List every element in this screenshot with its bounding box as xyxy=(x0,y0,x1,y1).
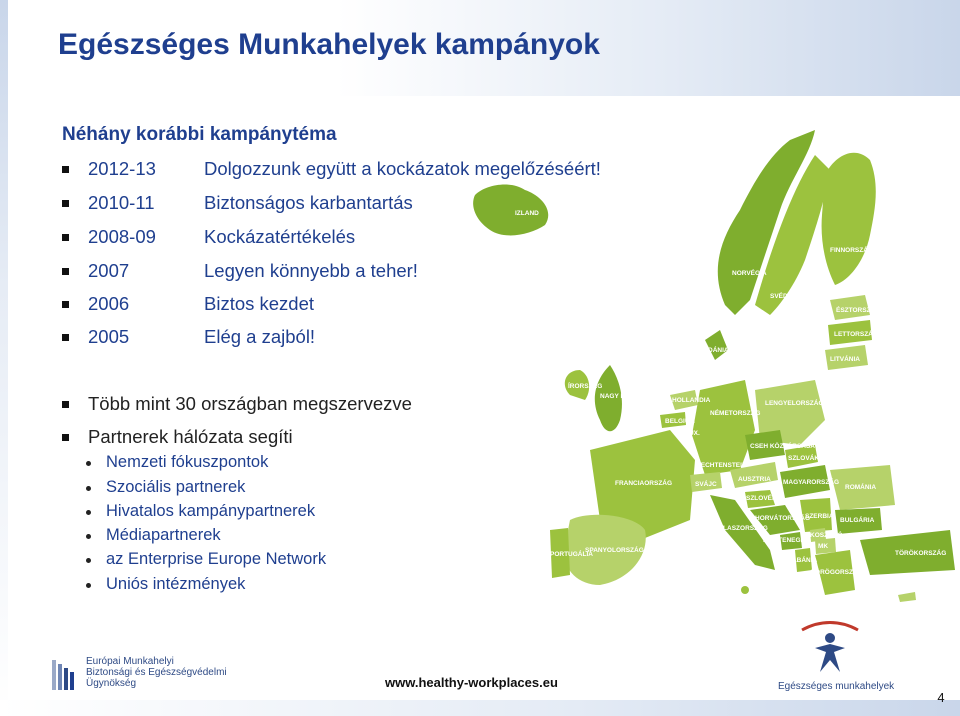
map-label: HOLLANDIA xyxy=(672,397,711,404)
campaign-year: 2006 xyxy=(88,293,130,314)
map-country-italy xyxy=(710,495,775,570)
campaign-name: Biztos kezdet xyxy=(204,293,315,314)
agency-logo-mark xyxy=(52,660,56,690)
campaign-row xyxy=(62,192,482,216)
campaign-year: 2007 xyxy=(88,260,130,281)
map-label: ALBÁNIA xyxy=(788,557,818,564)
map-label: KOSZOVÓ xyxy=(810,532,843,539)
map-label: MÁLTA xyxy=(732,598,754,605)
bullet-dot-icon xyxy=(86,583,91,588)
map-label: LUX. xyxy=(685,430,700,437)
map-label: OLASZORSZÁG xyxy=(718,525,768,532)
map-country-germany xyxy=(692,380,755,475)
info-countries-text: Több mint 30 országban megszervezve xyxy=(88,393,412,414)
agency-line: Ügynökség xyxy=(86,678,137,689)
bullet-square-icon xyxy=(62,166,69,173)
campaign-year: 2005 xyxy=(88,326,130,347)
partner-label: az Enterprise Europe Network xyxy=(106,550,327,568)
partner-label: Uniós intézmények xyxy=(106,575,246,593)
campaigns-heading: Néhány korábbi kampánytéma xyxy=(62,124,337,145)
partner-label: Hivatalos kampánypartnerek xyxy=(106,502,316,520)
bullet-square-icon xyxy=(62,401,69,408)
campaign-name: Legyen könnyebb a teher! xyxy=(204,260,418,281)
map-label: LITVÁNIA xyxy=(830,356,860,363)
bullet-square-icon xyxy=(62,434,69,441)
bullet-dot-icon xyxy=(86,534,91,539)
logo-figure-body xyxy=(815,644,845,672)
map-label: MAGYARORSZÁG xyxy=(783,479,840,486)
map-label: LENGYELORSZÁG xyxy=(765,400,824,407)
map-label: NORVÉGIA xyxy=(732,270,767,277)
bullet-dot-icon xyxy=(86,461,91,466)
agency-line: Biztonsági és Egészségvédelmi xyxy=(86,667,227,678)
map-label: FRANCIAORSZÁG xyxy=(615,480,673,487)
campaign-row xyxy=(62,293,482,317)
map-label: LIECHTENSTEIN xyxy=(695,462,747,469)
map-country-malta xyxy=(741,586,749,594)
map-label: TÖRÖKORSZÁG xyxy=(895,550,947,557)
map-label: MK xyxy=(818,543,829,550)
map-country-finland xyxy=(822,153,876,285)
map-country-denmark xyxy=(705,330,728,360)
map-label: SZLOVÁKIA xyxy=(788,455,826,462)
partner-label: Nemzeti fókuszpontok xyxy=(106,453,269,471)
campaign-year: 2010-11 xyxy=(88,192,155,213)
map-label: DÁNIA xyxy=(708,347,729,354)
map-label: SZLOVÉNIA xyxy=(746,495,784,502)
bullet-square-icon xyxy=(62,301,69,308)
bottom-bar xyxy=(0,700,960,716)
map-label: MONTENEGRO xyxy=(763,537,811,544)
campaign-row xyxy=(62,226,482,250)
bullet-square-icon xyxy=(62,334,69,341)
map-label: SZERBIA xyxy=(805,513,834,520)
info-network-text: Partnerek hálózata segíti xyxy=(88,426,293,447)
map-label: CIPRUS xyxy=(895,605,920,612)
map-label: PORTUGÁLIA xyxy=(550,551,593,558)
campaign-year: 2008-09 xyxy=(88,226,156,247)
agency-logo-mark xyxy=(64,668,68,690)
page-title: Egészséges Munkahelyek kampányok xyxy=(58,28,600,61)
map-label: BELGIUM xyxy=(665,418,695,425)
map-label: IZLAND xyxy=(515,210,539,217)
map-label: CSEH KÖZTÁRSASÁG xyxy=(750,443,821,450)
logo-figure-head xyxy=(825,633,835,643)
agency-logo-mark xyxy=(58,664,62,690)
campaign-name: Biztonságos karbantartás xyxy=(204,192,413,213)
bullet-dot-icon xyxy=(86,558,91,563)
map-label: SVÉDORSZÁG xyxy=(770,293,816,300)
partner-label: Szociális partnerek xyxy=(106,478,246,496)
map-label: LETTORSZÁG xyxy=(834,331,878,338)
campaign-logo-text: Egészséges munkahelyek xyxy=(778,681,895,692)
left-decor-strip xyxy=(0,0,8,716)
logo-arc xyxy=(802,623,858,631)
bullet-square-icon xyxy=(62,268,69,275)
map-country-cyprus xyxy=(898,592,916,602)
website-link[interactable]: www.healthy-workplaces.eu xyxy=(385,675,558,690)
campaign-name: Dolgozzunk együtt a kockázatok megelőzéséért! xyxy=(204,158,601,179)
map-label: NAGY BRITANNIA xyxy=(600,393,656,400)
map-label: FINNORSZÁG xyxy=(830,247,873,254)
bullet-dot-icon xyxy=(86,486,91,491)
agency-logo-mark xyxy=(70,672,74,690)
healthy-workplaces-logo-icon xyxy=(790,620,870,680)
map-label: SPANYOLORSZÁG xyxy=(585,547,644,554)
page-number: 4 xyxy=(937,690,945,705)
bullet-square-icon xyxy=(62,234,69,241)
agency-name xyxy=(86,656,227,689)
campaign-name: Kockázatértékelés xyxy=(204,226,356,247)
map-label: ÉSZTORSZÁG xyxy=(836,307,881,314)
partner-label: Médiapartnerek xyxy=(106,526,221,544)
europe-map xyxy=(470,100,960,615)
campaign-row xyxy=(62,260,482,284)
map-label: ÍRORSZÁG xyxy=(568,383,603,390)
campaign-name: Elég a zajból! xyxy=(204,326,316,347)
map-label: GÖRÖGORSZÁG xyxy=(810,569,863,576)
map-label: SVÁJC xyxy=(695,481,717,488)
map-label: AUSZTRIA xyxy=(738,476,771,483)
bullet-dot-icon xyxy=(86,510,91,515)
map-label: HORVÁTORSZÁG xyxy=(755,515,811,522)
map-label: ROMÁNIA xyxy=(845,484,877,491)
campaign-year: 2012-13 xyxy=(88,158,156,179)
agency-line: Európai Munkahelyi xyxy=(86,656,174,667)
campaign-row xyxy=(62,326,482,350)
map-label: BULGÁRIA xyxy=(840,517,875,524)
bullet-square-icon xyxy=(62,200,69,207)
map-label: NÉMETORSZÁG xyxy=(710,410,761,417)
